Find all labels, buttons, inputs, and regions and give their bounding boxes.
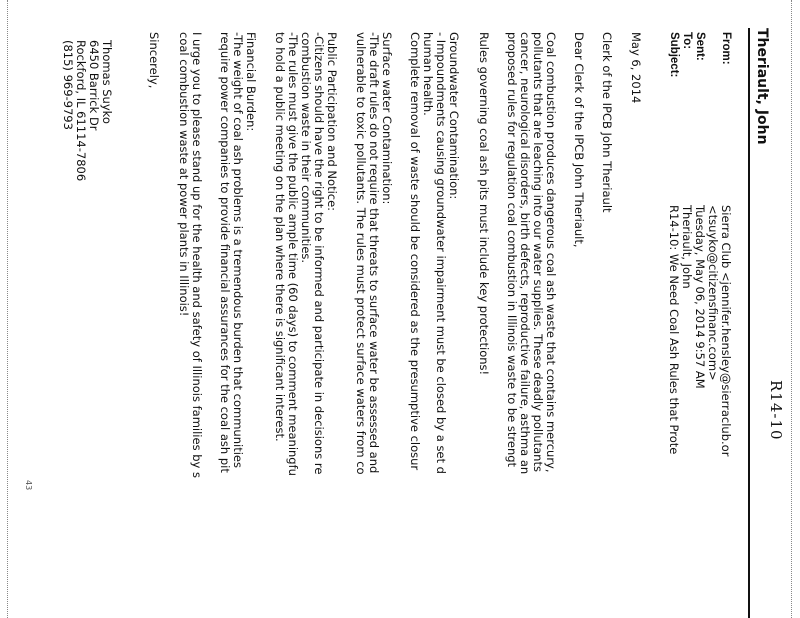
intro-line: proposed rules for regulation coal combustion in Illinois waste to be strengt	[505, 32, 519, 468]
groundwater-line: - Impoundments causing groundwater impairment must be closed by a set d	[434, 32, 448, 474]
intro-line: pollutants that are leaching into our water supplies. These deadly pollutants	[531, 32, 545, 472]
public-line: -The rules must give the public ample time (60 days) to comment meaningfu	[286, 32, 300, 476]
page-number: 43	[24, 480, 33, 491]
letter-recipient: Clerk of the IPCB John Theriault	[600, 32, 614, 213]
letter-signoff: Sincerely,	[147, 32, 161, 89]
from-value-continued: <tsuyko@citizensfinanc.com>	[706, 205, 720, 381]
from-label: From:	[720, 32, 732, 65]
subject-label: Subject:	[668, 32, 680, 78]
closing-line: I urge you to please stand up for the health and safety of Illinois families by s	[190, 32, 204, 478]
public-line: combustion waste in their communities.	[299, 32, 313, 264]
docket-number: R14-10	[767, 380, 785, 441]
public-line: to hold a public meeting on the plan where there is significant interest.	[273, 32, 287, 442]
financial-line: require power companies to provide financial assurances for the coal ash pit	[218, 32, 232, 473]
sent-value: Tuesday, May 06, 2014 9:57 AM	[693, 205, 707, 389]
signature-phone: (815) 969-9793	[61, 40, 75, 130]
to-value: Theriault, John	[680, 205, 694, 289]
groundwater-line: Groundwater Contamination:	[447, 32, 461, 200]
to-label: To:	[681, 32, 693, 50]
letter-date: May 6, 2014	[629, 32, 643, 104]
signature-city: Rockford, IL 61114-7806	[74, 40, 88, 182]
surface-line: vulnerable to toxic pollutants. The rules must protect surface waters from co	[354, 32, 368, 475]
public-line: -Citizens should have the right to be informed and participate in decisions re	[312, 32, 326, 475]
from-value: Sierra Club <jennifer.hensley@sierraclub.or	[719, 205, 733, 457]
surface-line: -The draft rules do not require that threats to surface water be assessed and	[367, 32, 381, 474]
scan-bottom-edge	[1, 0, 8, 618]
financial-line: Financial Burden:	[244, 32, 258, 132]
intro-line: cancer, neurological disorders, birth defects, reproductive failure, asthma an	[518, 32, 532, 475]
groundwater-line: Complete removal of waste should be considered as the presumptive closur	[408, 32, 422, 471]
closing-line: coal combustion waste at power plants in Illinois!	[177, 32, 191, 317]
signature-name: Thomas Suyko	[100, 40, 114, 124]
public-line: Public Participation and Notice:	[325, 32, 339, 212]
scan-top-edge	[791, 0, 800, 618]
groundwater-line: human health.	[421, 32, 435, 116]
intro-line: Coal combustion produces dangerous coal ash waste that contains mercury,	[544, 32, 558, 473]
sent-label: Sent:	[694, 32, 706, 61]
header-rule	[748, 28, 750, 618]
financial-line: -The weight of coal ash problems is a tremendous burden that communities	[231, 32, 245, 468]
sender-name-heading: Theriault, John	[754, 28, 770, 145]
surface-line: Surface water Contamination:	[380, 32, 394, 205]
rules-line: Rules governing coal ash pits must include key protections!	[477, 32, 491, 376]
letter-salutation: Dear Clerk of the IPCB John Theriault,	[572, 32, 586, 248]
signature-street: 6450 Barrick Dr	[87, 40, 101, 131]
subject-value: R14-10: We Need Coal Ash Rules that Prote	[667, 205, 681, 455]
